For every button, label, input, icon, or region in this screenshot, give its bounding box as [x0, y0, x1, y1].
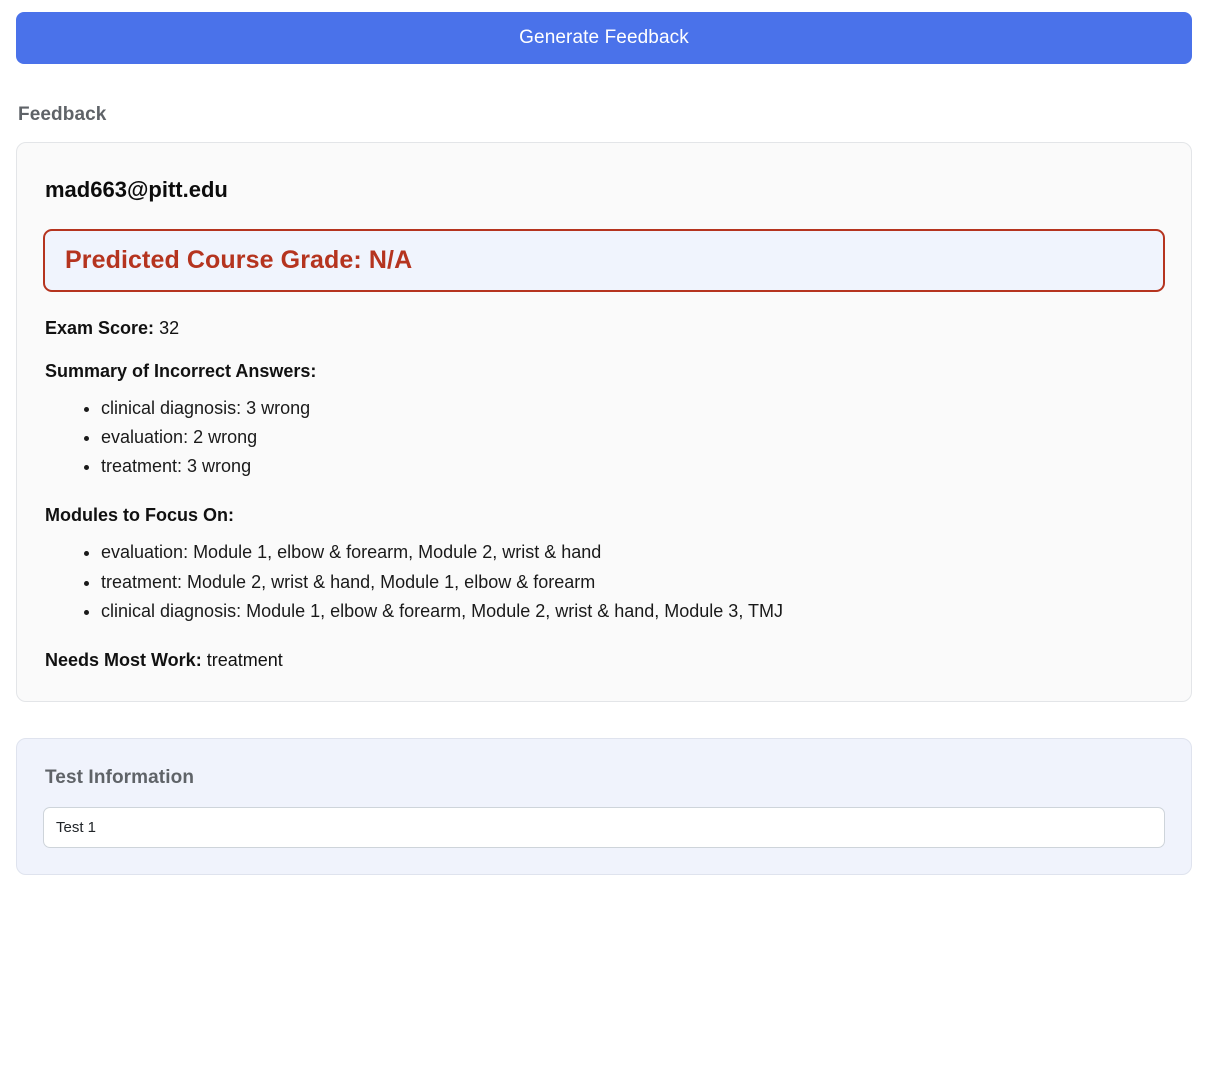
test-information-title: Test Information	[45, 766, 195, 788]
feedback-section-title: Feedback	[18, 104, 107, 125]
exam-score-line	[45, 318, 1165, 339]
list-item: • clinical diagnosis: 3 wrong	[101, 394, 1165, 423]
list-item: • treatment: Module 2, wrist & hand, Module 1, elbow & forearm	[101, 568, 1165, 597]
list-item: • treatment: 3 wrong	[101, 452, 1165, 481]
summary-incorrect-list	[43, 394, 1165, 481]
exam-score-label: Exam Score:	[45, 318, 155, 338]
list-item: • evaluation: Module 1, elbow & forearm, Module 2, wrist & hand	[101, 538, 1165, 567]
student-email: mad663@pitt.edu	[45, 177, 228, 202]
exam-score-value: 32	[159, 318, 180, 338]
predicted-grade-box	[43, 229, 1165, 292]
test-select[interactable]	[43, 807, 1165, 848]
predicted-grade-text: Predicted Course Grade: N/A	[65, 246, 413, 274]
needs-most-work-line	[45, 650, 1165, 671]
summary-incorrect-heading: Summary of Incorrect Answers:	[45, 361, 317, 381]
needs-most-work-label: Needs Most Work:	[45, 649, 202, 670]
modules-focus-heading: Modules to Focus On:	[45, 505, 234, 526]
modules-focus-list	[43, 538, 1165, 625]
feedback-card	[16, 142, 1192, 702]
list-item: • clinical diagnosis: Module 1, elbow & forearm, Module 2, wrist & hand, Module 3, TMJ	[101, 597, 1165, 626]
needs-most-work-value: treatment	[206, 649, 283, 670]
test-information-card	[16, 738, 1192, 875]
generate-feedback-button[interactable]: Generate Feedback	[16, 12, 1192, 64]
list-item: • evaluation: 2 wrong	[101, 423, 1165, 452]
